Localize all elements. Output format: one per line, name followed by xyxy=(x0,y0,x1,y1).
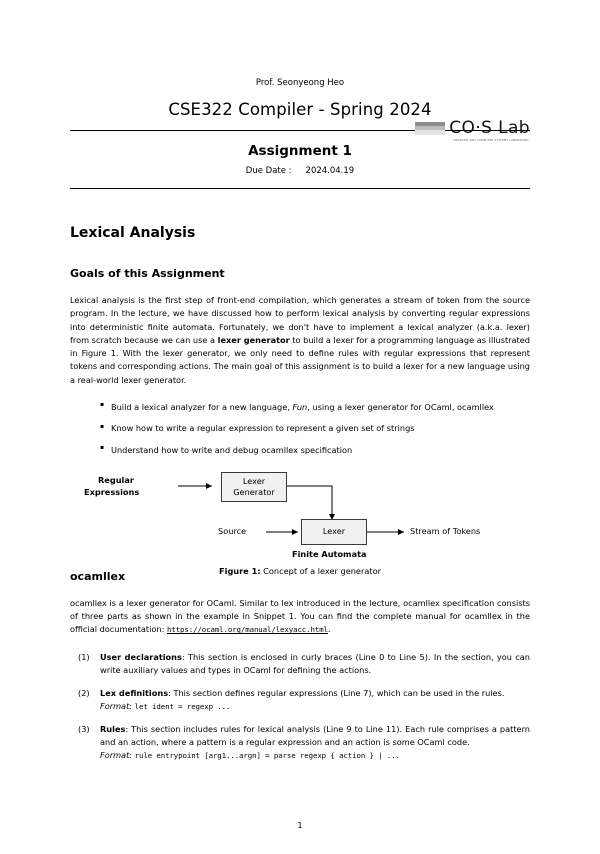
assignment-title: Assignment 1 xyxy=(248,143,352,159)
figure-caption-label: Figure 1: xyxy=(219,565,261,576)
figure-box-lexer xyxy=(301,519,367,545)
page-footer xyxy=(0,820,600,830)
item-format-line xyxy=(100,700,530,713)
item-bold-label: Lex definitions xyxy=(100,687,169,698)
item-bold-label: User declarations xyxy=(100,651,182,662)
figure-label-finite-automata: Finite Automata xyxy=(292,548,367,559)
intro-bold-lexer-generator: lexer generator xyxy=(217,334,290,345)
document-page xyxy=(0,78,600,854)
figure-label-source: Source xyxy=(218,525,247,536)
course-title: CSE322 Compiler - Spring 2024 xyxy=(168,100,432,119)
logo-subtitle: COMPILER AND COMPUTER SYSTEMS LABORATORY xyxy=(452,138,529,143)
list-item xyxy=(100,444,530,456)
goal-pre: Build a lexical analyzer for a new language, xyxy=(111,401,293,412)
professor-name: Prof. Seonyeong Heo xyxy=(255,78,345,88)
item-format-label: Format: xyxy=(100,701,133,712)
goal-pre: Know how to write a regular expression to represent a given set of strings xyxy=(111,423,415,434)
list-item xyxy=(100,422,530,434)
figure-label-expressions: Expressions xyxy=(84,486,140,497)
list-item xyxy=(100,401,530,413)
item-format-line xyxy=(100,749,530,762)
ocamllex-text-a: ocamllex is a lexer generator for OCaml. Similar to lex introduced in the lecture, ocamllex specification consists of three parts as shown in the example in Snippet 1. You can find the complete manual for ocamllex in the official documentation: xyxy=(70,597,530,635)
item-number: (1) xyxy=(78,651,90,662)
item-format-code: let ident = regexp ... xyxy=(134,702,231,712)
section-heading-lexical-analysis: Lexical Analysis xyxy=(70,225,196,241)
figure-box-lexer-generator-line1: Lexer xyxy=(242,475,266,486)
intro-paragraph xyxy=(70,294,530,387)
page-number: 1 xyxy=(297,820,303,830)
list-item xyxy=(70,651,530,677)
item-number: (2) xyxy=(78,687,90,698)
subsection-heading-goals: Goals of this Assignment xyxy=(70,267,225,280)
item-format-label: Format: xyxy=(100,750,133,761)
item-text: : This section includes rules for lexical analysis (Line 9 to Line 11). Each rule comprises a pattern and an action, where a pattern is a regular expression and an action is some OCaml code. xyxy=(100,724,530,748)
list-item xyxy=(70,723,530,762)
due-date-value: 2024.04.19 xyxy=(305,166,355,176)
figure-caption xyxy=(70,566,530,576)
logo-bars-icon xyxy=(415,122,445,135)
list-item xyxy=(70,687,530,713)
header-divider-bottom xyxy=(70,188,530,189)
logo-row xyxy=(415,118,530,138)
figure-box-lexer-text: Lexer xyxy=(322,526,346,537)
subsection-heading-ocamllex: ocamllex xyxy=(70,569,126,583)
figure-box-lexer-generator-line2: Generator xyxy=(233,486,275,497)
ocamllex-text-b: . xyxy=(327,624,331,635)
figure-canvas xyxy=(70,470,530,562)
due-date xyxy=(70,166,530,176)
item-text: : This section is enclosed in curly braces (Line 0 to Line 5). In the section, you can write auxiliary values and types in OCaml for defining the actions. xyxy=(100,651,531,675)
logo-name: CO·S Lab xyxy=(449,118,530,138)
item-text: : This section defines regular expressions (Line 7), which can be used in the rules. xyxy=(168,687,505,698)
item-number: (3) xyxy=(78,724,90,735)
item-bold-label: Rules xyxy=(100,724,126,735)
goal-italic: Fun xyxy=(292,401,308,412)
due-date-label: Due Date : xyxy=(245,166,292,176)
item-format-code: rule entrypoint [arg1...argn] = parse regexp { action } | ... xyxy=(134,751,400,761)
goals-list xyxy=(70,401,530,456)
intro-text-a: Lexical analysis is the first step of front-end compilation, which generates a stream of token from the source program. In the lecture, we have discussed how to perform lexical analysis by converting regular expressions into deterministic finite automata. Fortunately, we don't have to implement a lexical analyzer (a.k.a. lexer) from scratch because we can use a xyxy=(70,295,530,345)
goal-pre: Understand how to write and debug ocamllex specification xyxy=(111,444,353,455)
lab-logo xyxy=(415,118,530,142)
figure-caption-text: Concept of a lexer generator xyxy=(260,565,381,576)
intro-text-b: to build a lexer for a programming language as illustrated in Figure 1. With the lexer generator, we only need to define rules with regular expressions that represent tokens and corresponding actions. The main goal of this assignment is to build a lexer for a new language using a real-world lexer generator. xyxy=(70,334,530,385)
figure-box-lexer-generator xyxy=(221,472,287,502)
goal-post: , using a lexer generator for OCaml, ocamllex xyxy=(307,401,494,412)
ocamllex-parts-list xyxy=(70,651,530,763)
ocamllex-doc-link[interactable]: https://ocaml.org/manual/lexyacc.html xyxy=(166,625,328,635)
figure-label-stream-of-tokens: Stream of Tokens xyxy=(410,525,481,536)
figure-label-regular: Regular xyxy=(98,474,134,485)
ocamllex-paragraph xyxy=(70,597,530,637)
